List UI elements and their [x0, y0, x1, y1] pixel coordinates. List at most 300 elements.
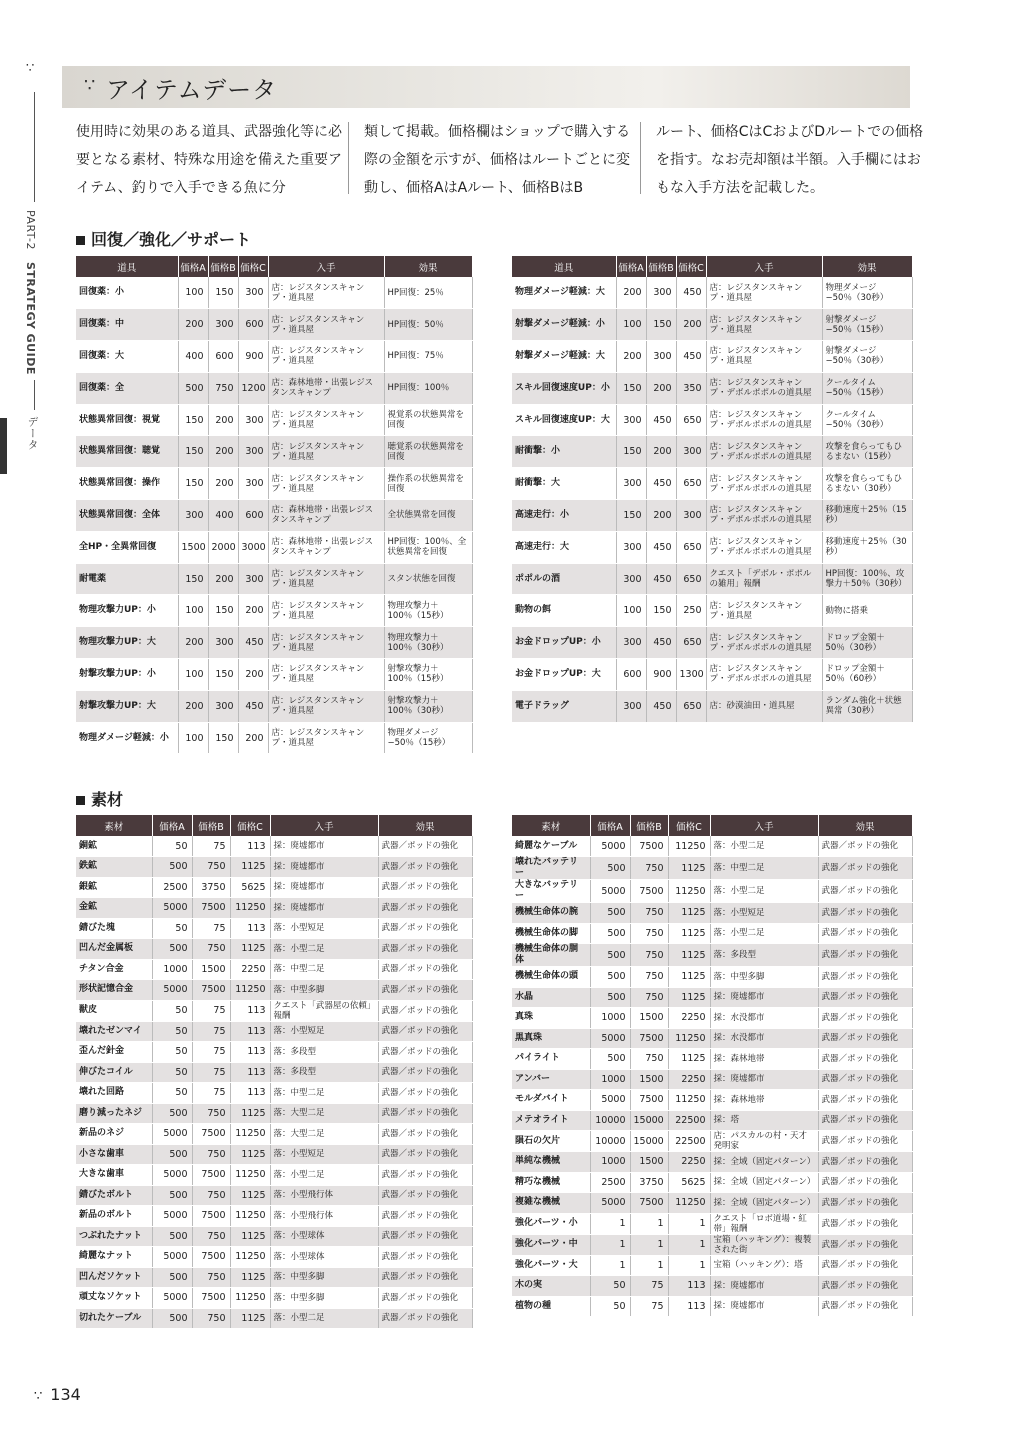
- item-name: メテオライト: [512, 1110, 590, 1131]
- price-b: 1: [630, 1234, 668, 1255]
- price-b: 15000: [630, 1131, 668, 1152]
- item-name: 射撃ダメージ軽減：小: [512, 309, 616, 341]
- effect: 武器／ポッドの強化: [378, 898, 472, 919]
- price-a: 50: [152, 1000, 192, 1021]
- table-row: [512, 944, 912, 967]
- effect: 武器／ポッドの強化: [378, 1267, 472, 1288]
- acquire: 店：レジスタンスキャンプ・道具屋: [706, 341, 822, 373]
- price-a: 200: [616, 341, 646, 373]
- price-a: 500: [590, 1049, 630, 1070]
- price-a: 50: [152, 1062, 192, 1083]
- effect: 武器／ポッドの強化: [818, 1131, 912, 1152]
- column-header: 価格A: [178, 256, 208, 277]
- column-header: 効果: [378, 815, 472, 836]
- table-row: [512, 1090, 912, 1111]
- price-a: 100: [616, 595, 646, 627]
- acquire: 店：レジスタンスキャンプ・道具屋: [268, 627, 384, 659]
- price-a: 150: [616, 500, 646, 532]
- column-header: 価格C: [238, 256, 268, 277]
- acquire: 店：砂漠油田・道具屋: [706, 690, 822, 722]
- dots-icon: ∵: [84, 75, 96, 96]
- title-banner: [62, 66, 910, 108]
- price-b: 7500: [192, 1288, 230, 1309]
- table-row: [76, 1206, 472, 1227]
- acquire: 採：水没都市: [710, 1028, 818, 1049]
- price-a: 5000: [590, 1028, 630, 1049]
- table-row: [76, 690, 472, 722]
- price-a: 1500: [178, 531, 208, 563]
- price-b: 2000: [208, 531, 238, 563]
- item-name: 物理ダメージ軽減：大: [512, 277, 616, 309]
- intro-col-1: 使用時に効果のある道具、武器強化等に必要となる素材、特殊な用途を備えた重要アイテム、釣りで入手できる魚に分: [76, 124, 342, 196]
- effect: ランダム強化＋状態異常（30秒）: [822, 690, 912, 722]
- price-b: 7500: [192, 980, 230, 1001]
- item-name: 強化パーツ・小: [512, 1213, 590, 1234]
- price-c: 1: [668, 1255, 710, 1276]
- table-row: [76, 341, 472, 373]
- item-name: 磨り減ったネジ: [76, 1103, 152, 1124]
- price-b: 75: [192, 918, 230, 939]
- price-c: 1125: [230, 857, 270, 878]
- effect: 武器／ポッドの強化: [378, 1185, 472, 1206]
- column-header: 効果: [822, 256, 912, 277]
- table-row: [76, 980, 472, 1001]
- effect: 射撃攻撃力＋100％（15秒）: [384, 659, 472, 691]
- price-a: 300: [616, 627, 646, 659]
- effect: 物理攻撃力＋100％（30秒）: [384, 627, 472, 659]
- column-header: 入手: [710, 815, 818, 836]
- price-c: 1125: [230, 1144, 270, 1165]
- item-name: 状態異常回復：操作: [76, 468, 178, 500]
- effect: 武器／ポッドの強化: [818, 836, 912, 857]
- column-header: 効果: [818, 815, 912, 836]
- item-name: 機械生命体の腕: [512, 903, 590, 924]
- price-a: 5000: [152, 1206, 192, 1227]
- price-a: 5000: [590, 836, 630, 857]
- price-b: 7500: [192, 898, 230, 919]
- effect: 武器／ポッドの強化: [378, 877, 472, 898]
- price-b: 450: [646, 404, 676, 436]
- table-row: [76, 277, 472, 309]
- effect: 武器／ポッドの強化: [378, 1308, 472, 1329]
- price-a: 50: [152, 1083, 192, 1104]
- price-a: 150: [616, 436, 646, 468]
- price-c: 450: [676, 277, 706, 309]
- table-row: [76, 918, 472, 939]
- effect: 動物に搭乗: [822, 595, 912, 627]
- table-row: [76, 309, 472, 341]
- price-a: 500: [152, 1308, 192, 1329]
- item-name: お金ドロップUP：大: [512, 659, 616, 691]
- price-b: 450: [646, 468, 676, 500]
- table-row: [512, 923, 912, 944]
- acquire: 店：レジスタンスキャンプ・デボルポポルの道具屋: [706, 436, 822, 468]
- price-c: 650: [676, 627, 706, 659]
- acquire: 採：水没都市: [710, 1008, 818, 1029]
- price-c: 11250: [230, 1124, 270, 1145]
- price-c: 11250: [668, 1193, 710, 1214]
- price-c: 5625: [230, 877, 270, 898]
- price-c: 113: [230, 1000, 270, 1021]
- table-row: [76, 1103, 472, 1124]
- price-c: 1125: [668, 1049, 710, 1070]
- acquire: 落：小型球体: [270, 1247, 378, 1268]
- acquire: 落：多段型: [270, 1062, 378, 1083]
- price-c: 1125: [668, 987, 710, 1008]
- price-a: 1: [590, 1255, 630, 1276]
- acquire: 採：廃墟都市: [270, 857, 378, 878]
- table-row: [512, 880, 912, 903]
- acquire: 採：廃墟都市: [270, 877, 378, 898]
- recovery-table-left: [76, 256, 473, 754]
- effect: 聴覚系の状態異常を回復: [384, 436, 472, 468]
- table-row: [76, 1062, 472, 1083]
- effect: 武器／ポッドの強化: [818, 1193, 912, 1214]
- acquire: 店：レジスタンスキャンプ・デボルポポルの道具屋: [706, 468, 822, 500]
- price-b: 200: [646, 436, 676, 468]
- table-row: [76, 404, 472, 436]
- effect: HP回復：100％: [384, 372, 472, 404]
- table-row: [512, 372, 912, 404]
- price-c: 113: [668, 1276, 710, 1297]
- acquire: 店：レジスタンスキャンプ・道具屋: [268, 277, 384, 309]
- price-a: 200: [178, 627, 208, 659]
- table-row: [512, 500, 912, 532]
- item-name: 錆びたボルト: [76, 1185, 152, 1206]
- price-c: 450: [238, 627, 268, 659]
- acquire: 落：小型二足: [710, 880, 818, 903]
- item-name: 鉄鉱: [76, 857, 152, 878]
- section-heading-recovery: [76, 227, 251, 250]
- effect: 武器／ポッドの強化: [378, 918, 472, 939]
- effect: ドロップ金額＋50％（30秒）: [822, 627, 912, 659]
- price-b: 75: [630, 1296, 668, 1317]
- acquire: 店：レジスタンスキャンプ・道具屋: [268, 436, 384, 468]
- price-a: 10000: [590, 1110, 630, 1131]
- acquire: 採：全域（固定パターン）: [710, 1172, 818, 1193]
- effect: 全状態異常を回復: [384, 500, 472, 532]
- price-a: 5000: [152, 898, 192, 919]
- table-row: [512, 1213, 912, 1234]
- price-c: 200: [238, 722, 268, 754]
- price-a: 5000: [152, 1124, 192, 1145]
- item-name: 小さな歯車: [76, 1144, 152, 1165]
- table-row: [512, 1008, 912, 1029]
- effect: 武器／ポッドの強化: [818, 1234, 912, 1255]
- item-name: 高速走行：小: [512, 500, 616, 532]
- price-b: 300: [208, 627, 238, 659]
- price-c: 2250: [230, 959, 270, 980]
- table-header-row: [512, 256, 912, 277]
- effect: 武器／ポッドの強化: [378, 1103, 472, 1124]
- price-b: 75: [192, 1062, 230, 1083]
- effect: 攻撃を食らってもひるまない（15秒）: [822, 436, 912, 468]
- acquire: 店：レジスタンスキャンプ・デボルポポルの道具屋: [706, 531, 822, 563]
- table-row: [512, 1234, 912, 1255]
- effect: 武器／ポッドの強化: [818, 967, 912, 988]
- acquire: 採：廃墟都市: [270, 836, 378, 857]
- price-b: 150: [208, 722, 238, 754]
- price-c: 650: [676, 468, 706, 500]
- price-b: 200: [208, 404, 238, 436]
- price-c: 11250: [668, 1028, 710, 1049]
- price-b: 1: [630, 1213, 668, 1234]
- column-header: 価格C: [676, 256, 706, 277]
- price-a: 300: [616, 531, 646, 563]
- table-row: [512, 595, 912, 627]
- acquire: 店：レジスタンスキャンプ・デボルポポルの道具屋: [706, 404, 822, 436]
- price-c: 11250: [668, 1090, 710, 1111]
- chapter-tab-marker: [0, 418, 7, 474]
- acquire: 店：レジスタンスキャンプ・道具屋: [268, 722, 384, 754]
- price-a: 500: [152, 1103, 192, 1124]
- price-a: 1000: [590, 1069, 630, 1090]
- acquire: 落：小型短足: [270, 1021, 378, 1042]
- item-name: 新品のボルト: [76, 1206, 152, 1227]
- table-row: [512, 987, 912, 1008]
- table-header-row: [512, 815, 912, 836]
- price-b: 200: [208, 436, 238, 468]
- acquire: 落：中型二足: [270, 1083, 378, 1104]
- effect: 武器／ポッドの強化: [378, 1000, 472, 1021]
- price-b: 150: [208, 595, 238, 627]
- price-b: 200: [208, 563, 238, 595]
- table-row: [512, 659, 912, 691]
- column-header: 入手: [268, 256, 384, 277]
- acquire: 採：塔: [710, 1110, 818, 1131]
- price-c: 300: [238, 404, 268, 436]
- acquire: 宝箱（ハッキング）：塔: [710, 1255, 818, 1276]
- effect: 武器／ポッドの強化: [378, 1226, 472, 1247]
- price-b: 450: [646, 690, 676, 722]
- item-name: 回復薬：小: [76, 277, 178, 309]
- price-b: 750: [192, 1103, 230, 1124]
- material-table-left: [76, 815, 473, 1329]
- price-a: 200: [616, 277, 646, 309]
- effect: クールタイム−50％（30秒）: [822, 404, 912, 436]
- column-header: 素材: [512, 815, 590, 836]
- effect: 武器／ポッドの強化: [378, 857, 472, 878]
- price-b: 450: [646, 563, 676, 595]
- acquire: 店：レジスタンスキャンプ・道具屋: [268, 468, 384, 500]
- item-name: ポポルの酒: [512, 563, 616, 595]
- item-name: 高速走行：大: [512, 531, 616, 563]
- effect: 移動速度＋25％（30秒）: [822, 531, 912, 563]
- item-name: 隕石の欠片: [512, 1131, 590, 1152]
- table-row: [512, 309, 912, 341]
- column-header: 素材: [76, 815, 152, 836]
- price-a: 300: [616, 563, 646, 595]
- price-b: 750: [192, 857, 230, 878]
- table-row: [76, 1247, 472, 1268]
- effect: HP回復：75％: [384, 341, 472, 373]
- price-c: 113: [230, 1021, 270, 1042]
- price-a: 150: [178, 436, 208, 468]
- effect: クールタイム−50％（15秒）: [822, 372, 912, 404]
- effect: スタン状態を回復: [384, 563, 472, 595]
- price-c: 1125: [230, 1103, 270, 1124]
- item-name: 金鉱: [76, 898, 152, 919]
- price-a: 1000: [152, 959, 192, 980]
- price-a: 1: [590, 1234, 630, 1255]
- item-name: 精巧な機械: [512, 1172, 590, 1193]
- square-bullet-icon: [76, 236, 85, 245]
- item-name: 複雑な機械: [512, 1193, 590, 1214]
- effect: 武器／ポッドの強化: [378, 1042, 472, 1063]
- item-name: 射撃攻撃力UP：大: [76, 690, 178, 722]
- acquire: 落：中型二足: [270, 959, 378, 980]
- acquire: 落：小型飛行体: [270, 1206, 378, 1227]
- price-b: 900: [646, 659, 676, 691]
- price-b: 1: [630, 1255, 668, 1276]
- price-c: 450: [676, 341, 706, 373]
- item-name: チタン合金: [76, 959, 152, 980]
- effect: 武器／ポッドの強化: [818, 1008, 912, 1029]
- price-b: 150: [646, 309, 676, 341]
- table-row: [76, 836, 472, 857]
- price-a: 100: [178, 595, 208, 627]
- item-name: 状態異常回復：聴覚: [76, 436, 178, 468]
- table-row: [512, 1049, 912, 1070]
- acquire: 採：廃墟都市: [270, 898, 378, 919]
- acquire: 落：小型二足: [270, 1308, 378, 1329]
- acquire: 店：レジスタンスキャンプ・道具屋: [706, 309, 822, 341]
- column-header: 価格B: [630, 815, 668, 836]
- price-b: 75: [192, 1083, 230, 1104]
- price-b: 150: [208, 659, 238, 691]
- acquire: 採：全域（固定パターン）: [710, 1152, 818, 1173]
- table-row: [76, 436, 472, 468]
- price-a: 50: [152, 1042, 192, 1063]
- table-row: [76, 1042, 472, 1063]
- price-c: 1200: [238, 372, 268, 404]
- item-name: 強化パーツ・大: [512, 1255, 590, 1276]
- price-b: 750: [630, 903, 668, 924]
- acquire: 落：中型二足: [710, 857, 818, 880]
- price-b: 750: [192, 1308, 230, 1329]
- acquire: 店：レジスタンスキャンプ・道具屋: [268, 563, 384, 595]
- price-c: 650: [676, 690, 706, 722]
- price-c: 11250: [230, 1288, 270, 1309]
- acquire: 採：全域（固定パターン）: [710, 1193, 818, 1214]
- table-row: [512, 1110, 912, 1131]
- effect: 移動速度＋25％（15秒）: [822, 500, 912, 532]
- acquire: 落：小型二足: [270, 1165, 378, 1186]
- table-header-row: [76, 815, 472, 836]
- item-name: 電子ドラッグ: [512, 690, 616, 722]
- table-row: [76, 1000, 472, 1021]
- table-row: [76, 898, 472, 919]
- price-a: 50: [152, 836, 192, 857]
- acquire: 店：森林地帯・出張レジスタンスキャンプ: [268, 531, 384, 563]
- price-a: 500: [590, 987, 630, 1008]
- price-b: 750: [630, 857, 668, 880]
- item-name: 全HP・全異常回復: [76, 531, 178, 563]
- material-table-right: [512, 815, 913, 1317]
- price-b: 3750: [192, 877, 230, 898]
- price-b: 75: [192, 836, 230, 857]
- item-name: 壊れた回路: [76, 1083, 152, 1104]
- intro-col-3: ルート、価格CはCおよびDルートでの価格を指す。なお売却額は半額。入手欄にはおもな入手方法を記載した。: [656, 124, 924, 196]
- price-c: 200: [238, 659, 268, 691]
- effect: HP回復：100％、攻撃力＋50％（30秒）: [822, 563, 912, 595]
- price-a: 5000: [590, 1090, 630, 1111]
- item-name: 状態異常回復：視覚: [76, 404, 178, 436]
- item-name: 獣皮: [76, 1000, 152, 1021]
- table-row: [76, 722, 472, 754]
- table-row: [512, 404, 912, 436]
- price-c: 2250: [668, 1069, 710, 1090]
- item-name: 黒真珠: [512, 1028, 590, 1049]
- price-c: 113: [230, 1083, 270, 1104]
- acquire: 店：レジスタンスキャンプ・デボルポポルの道具屋: [706, 500, 822, 532]
- item-name: 射撃ダメージ軽減：大: [512, 341, 616, 373]
- acquire: 店：レジスタンスキャンプ・道具屋: [268, 690, 384, 722]
- price-a: 500: [152, 1267, 192, 1288]
- item-name: 強化パーツ・中: [512, 1234, 590, 1255]
- column-header: 価格B: [192, 815, 230, 836]
- effect: 武器／ポッドの強化: [818, 1213, 912, 1234]
- acquire: クエスト「デボル・ポポルの雑用」報酬: [706, 563, 822, 595]
- effect: 武器／ポッドの強化: [378, 1124, 472, 1145]
- price-a: 500: [590, 857, 630, 880]
- table-row: [512, 436, 912, 468]
- effect: 武器／ポッドの強化: [818, 987, 912, 1008]
- price-c: 1125: [668, 857, 710, 880]
- column-header: 価格A: [616, 256, 646, 277]
- price-c: 300: [238, 468, 268, 500]
- table-row: [512, 903, 912, 924]
- recovery-table-right: [512, 256, 913, 723]
- item-name: 壊れたゼンマイ: [76, 1021, 152, 1042]
- price-c: 250: [676, 595, 706, 627]
- acquire: 店：レジスタンスキャンプ・道具屋: [268, 341, 384, 373]
- acquire: 落：多段型: [710, 944, 818, 967]
- effect: 武器／ポッドの強化: [818, 1090, 912, 1111]
- item-name: アンバー: [512, 1069, 590, 1090]
- price-b: 450: [646, 531, 676, 563]
- price-c: 11250: [230, 1165, 270, 1186]
- price-b: 750: [630, 923, 668, 944]
- price-c: 1125: [668, 923, 710, 944]
- column-header: 効果: [384, 256, 472, 277]
- price-a: 200: [178, 690, 208, 722]
- price-c: 1125: [668, 944, 710, 967]
- price-b: 200: [646, 372, 676, 404]
- acquire: 落：中型多脚: [270, 980, 378, 1001]
- price-b: 300: [208, 309, 238, 341]
- acquire: 宝箱（ハッキング）：複製された街: [710, 1234, 818, 1255]
- item-name: 動物の餌: [512, 595, 616, 627]
- acquire: 採：廃墟都市: [710, 987, 818, 1008]
- price-a: 50: [590, 1276, 630, 1297]
- table-row: [512, 1276, 912, 1297]
- acquire: 店：レジスタンスキャンプ・道具屋: [268, 659, 384, 691]
- table-row: [76, 1021, 472, 1042]
- acquire: 店：レジスタンスキャンプ・道具屋: [268, 309, 384, 341]
- column-header: 価格A: [590, 815, 630, 836]
- price-c: 600: [238, 500, 268, 532]
- table-row: [76, 1226, 472, 1247]
- column-header: 価格A: [152, 815, 192, 836]
- table-row: [76, 1165, 472, 1186]
- price-b: 1500: [192, 959, 230, 980]
- side-tab: [20, 62, 50, 482]
- table-row: [76, 1267, 472, 1288]
- price-b: 400: [208, 500, 238, 532]
- item-name: 状態異常回復：全体: [76, 500, 178, 532]
- effect: 射撃攻撃力＋100％（30秒）: [384, 690, 472, 722]
